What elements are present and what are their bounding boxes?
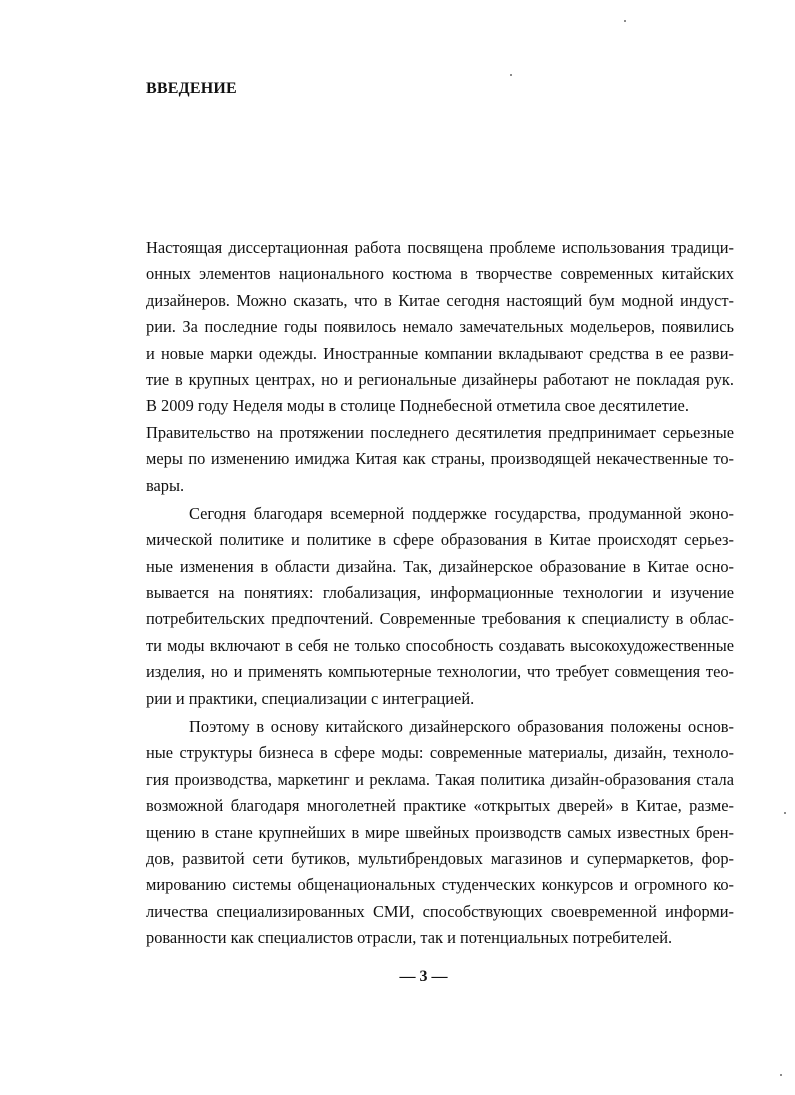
text-line: ти моды включают в себя не только способность создавать высокохудожественные <box>146 635 734 655</box>
section-heading: ВВЕДЕНИЕ <box>146 80 237 97</box>
text-line: изделия, но и применять компьютерные технологии, что требует совмещения тео- <box>146 662 734 682</box>
text-line: и новые марки одежды. Иностранные компании вкладывают средства в ее разви- <box>146 343 734 363</box>
text-line: Правительство на протяжении последнего десятилетия предпринимает серьезные <box>146 422 734 442</box>
body-text <box>146 235 734 952</box>
text-line: рии и практики, специализации с интеграцией. <box>146 688 475 708</box>
text-line: дизайнеров. Можно сказать, что в Китае сегодня настоящий бум модной индуст- <box>146 290 734 310</box>
scan-speck <box>510 74 512 76</box>
text-line: дов, развитой сети бутиков, мультибрендовых магазинов и супермаркетов, фор- <box>146 848 734 868</box>
text-line: мической политике и политике в сфере образования в Китае происходят серьез- <box>146 530 734 550</box>
text-line: мированию системы общенациональных студенческих конкурсов и огромного ко- <box>146 875 734 895</box>
scan-speck <box>624 20 626 22</box>
text-line: В 2009 году Неделя моды в столице Поднебесной отметила свое десятилетие. <box>146 396 689 416</box>
paragraph-3 <box>146 714 734 952</box>
text-line: щению в стане крупнейших в мире швейных производств самых известных брен- <box>146 822 734 842</box>
text-line: меры по изменению имиджа Китая как страны, производящей некачественные то- <box>146 449 734 469</box>
text-line: потребительских предпочтений. Современные требования к специалисту в облас- <box>146 609 734 629</box>
paragraph-1 <box>146 235 734 499</box>
text-line: ные изменения в области дизайна. Так, дизайнерское образование в Китае осно- <box>146 556 734 576</box>
text-line: Настоящая диссертационная работа посвящена проблеме использования традици- <box>146 238 734 257</box>
paragraph-2 <box>146 501 734 712</box>
page-number: — 3 — <box>399 968 448 985</box>
text-line: гия производства, маркетинг и реклама. Такая политика дизайн-образования стала <box>146 769 734 789</box>
text-line: онных элементов национального костюма в творчестве современных китайских <box>146 264 734 284</box>
scan-speck <box>780 1074 782 1076</box>
text-line: Поэтому в основу китайского дизайнерского образования положены основ- <box>189 717 734 737</box>
text-line: вывается на понятиях: глобализация, информационные технологии и изучение <box>146 583 734 603</box>
text-line: ные структуры бизнеса в сфере моды: современные материалы, дизайн, техноло- <box>146 743 734 763</box>
text-line: рованности как специалистов отрасли, так и потенциальных потребителей. <box>146 928 673 948</box>
text-line: возможной благодаря многолетней практике «открытых дверей» в Китае, разме- <box>146 796 734 816</box>
scan-speck <box>784 812 786 814</box>
text-line: тие в крупных центрах, но и региональные дизайнеры работают не покладая рук. <box>146 369 734 389</box>
text-line: рии. За последние годы появилось немало замечательных модельеров, появились <box>146 317 734 337</box>
text-line: вары. <box>146 475 185 495</box>
text-line: личества специализированных СМИ, способствующих своевременной информи- <box>146 901 734 921</box>
text-line: Сегодня благодаря всемерной поддержке государства, продуманной эконо- <box>189 503 734 523</box>
